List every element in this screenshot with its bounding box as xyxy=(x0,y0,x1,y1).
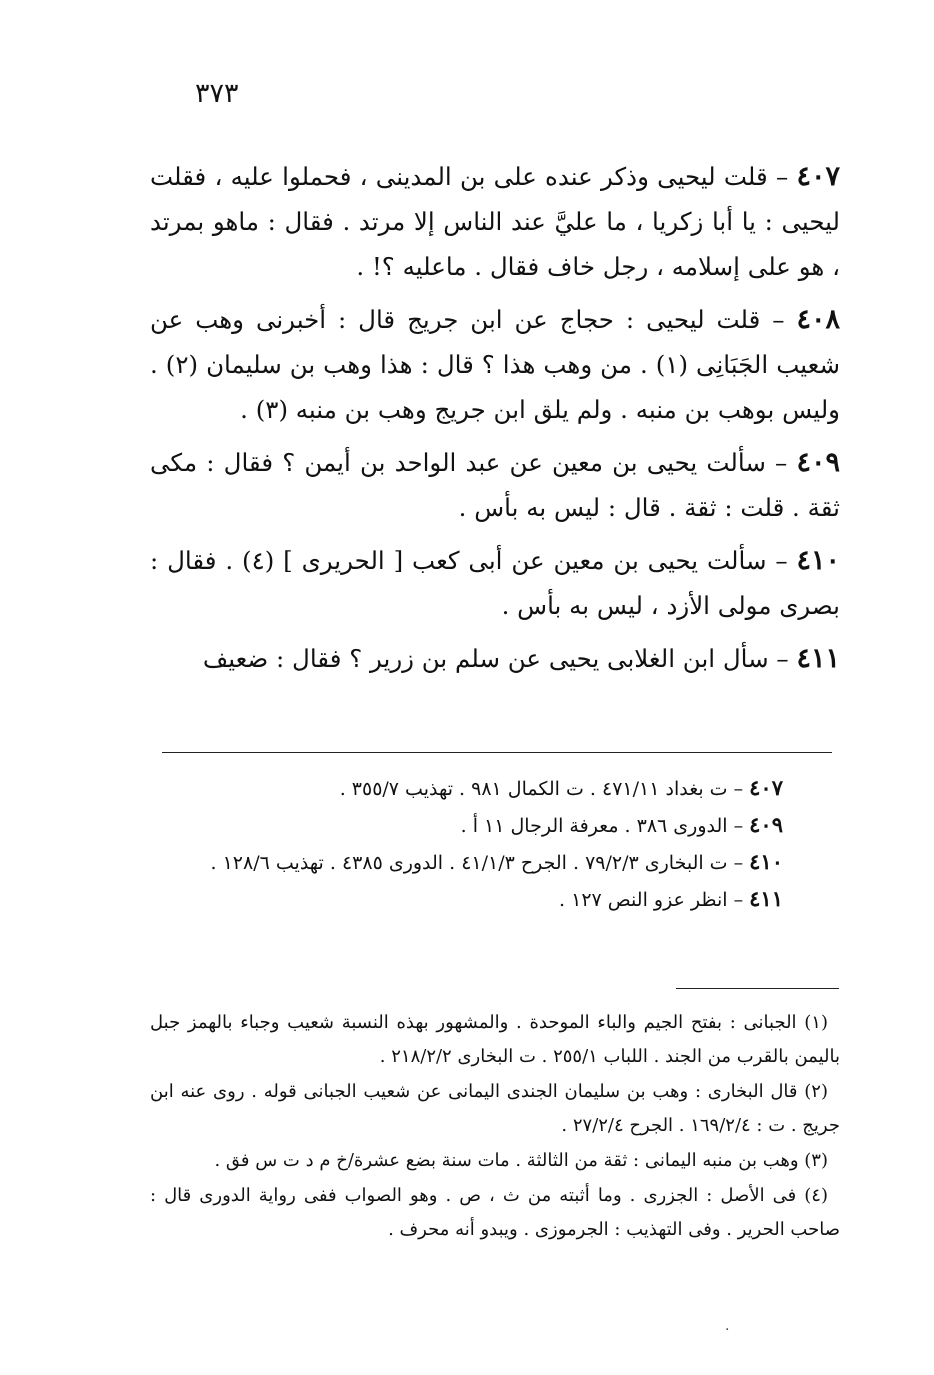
entry-number: ٤٠٨ xyxy=(796,304,840,335)
entry-number: ٤٠٩ xyxy=(796,447,840,478)
entry-text: – قلت ليحيى : حجاج عن ابن جريج قال : أخبرنى وهب عن شعيب الجَبَانِى (١) . من وهب هذا ؟ قال : هذا وهب بن سليمان (٢) . وليس بوهب بن منبه . ولم يلق ابن جريج وهب بن منبه (٣) . xyxy=(150,305,840,424)
entry-text: – قلت ليحيى وذكر عنده على بن المدينى ، فحملوا عليه ، فقلت ليحيى : يا أبا زكريا ، ما عليَّ عند الناس إلا مرتد . فقال : ماهو بمرتد ، هو على إسلامه ، رجل خاف فقال . ماعليه ؟! . xyxy=(150,162,840,281)
entry-text: – سألت يحيى بن معين عن أبى كعب [ الحريرى ] (٤) . فقال : بصرى مولى الأزد ، ليس به بأس . xyxy=(150,546,840,620)
reference-number: ٤٠٧ xyxy=(749,775,783,800)
entry-number: ٤٠٧ xyxy=(796,161,840,192)
main-entries xyxy=(150,154,840,689)
reference-text: – ت البخارى ٧٩/٢/٣ . الجرح ٤١/١/٣ . الدورى ٤٣٨٥ . تهذيب ١٢٨/٦ . xyxy=(210,852,750,874)
reference-411 xyxy=(155,881,838,918)
footnote-2: (٢) قال البخارى : وهب بن سليمان الجندى اليمانى عن شعيب الجبانى قوله . روى عنه ابن جريج . ت : ١٦٩/٢/٤ . الجرح ٢٧/٢/٤ . xyxy=(150,1081,840,1136)
entry-text: – سألت يحيى بن معين عن عبد الواحد بن أيمن ؟ فقال : مكى ثقة . قلت : ثقة . قال : ليس به بأس . xyxy=(150,448,840,522)
footnote-divider xyxy=(676,988,839,989)
entry-410 xyxy=(150,538,840,628)
source-references xyxy=(155,770,838,918)
footnote-1: (١) الجبانى : بفتح الجيم والباء الموحدة . والمشهور بهذه النسبة شعيب وجباء بالهمز جبل باليمن بالقرب من الجند . اللباب ٢٥٥/١ . ت البخارى ٢١٨/٢/٢ . xyxy=(150,1012,840,1067)
main-divider xyxy=(162,752,832,753)
entry-407 xyxy=(150,154,840,289)
footnote-4: (٤) فى الأصل : الجزرى . وما أثبته من ث ، ص . وهو الصواب ففى رواية الدورى قال : صاحب الحرير . وفى التهذيب : الجرموزى . ويبدو أنه محرف . xyxy=(150,1185,840,1240)
entry-text: – سأل ابن الغلابى يحيى عن سلم بن زرير ؟ فقال : ضعيف xyxy=(202,644,797,673)
footnotes xyxy=(150,1006,840,1248)
reference-409 xyxy=(155,807,838,844)
entry-411 xyxy=(150,636,840,681)
page-number: ٣٧٣ xyxy=(195,78,239,109)
reference-text: – انظر عزو النص ١٢٧ . xyxy=(559,889,750,911)
reference-text: – ت بغداد ٤٧١/١١ . ت الكمال ٩٨١ . تهذيب ٣٥٥/٧ . xyxy=(339,778,750,800)
reference-number: ٤١١ xyxy=(749,886,783,911)
entry-409 xyxy=(150,440,840,530)
footnote-3: (٣) وهب بن منبه اليمانى : ثقة من الثالثة . مات سنة بضع عشرة/خ م د ت س فق . xyxy=(214,1150,828,1171)
reference-407 xyxy=(155,770,838,807)
reference-text: – الدورى ٣٨٦ . معرفة الرجال ١١ أ . xyxy=(460,815,750,837)
reference-410 xyxy=(155,844,838,881)
reference-number: ٤١٠ xyxy=(749,849,783,874)
entry-number: ٤١١ xyxy=(796,643,840,674)
reference-number: ٤٠٩ xyxy=(749,812,783,837)
scan-speck: · xyxy=(725,1322,730,1338)
entry-number: ٤١٠ xyxy=(796,545,840,576)
entry-408 xyxy=(150,297,840,432)
